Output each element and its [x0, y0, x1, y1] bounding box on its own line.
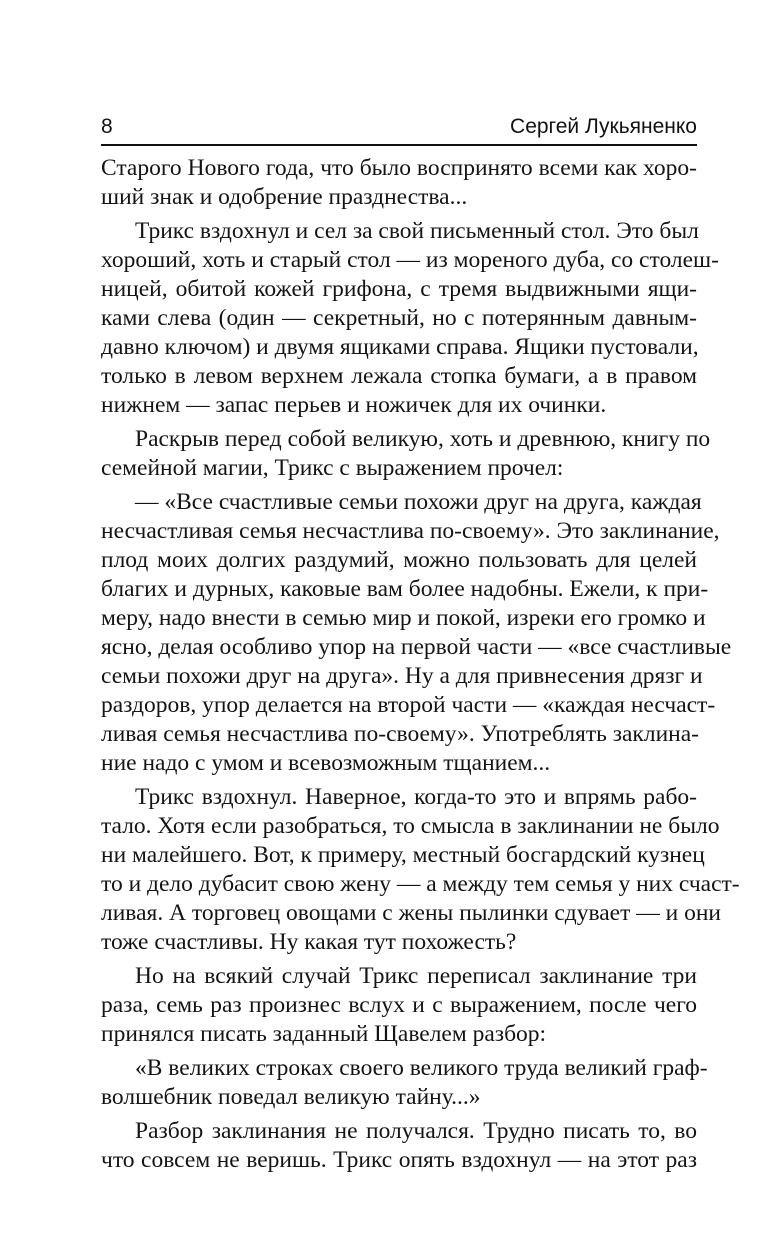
text-line: меру, надо внести в семью мир и покой, изреки его громко и — [101, 605, 706, 631]
text-line: Трикс вздохнул и сел за свой письменный стол. Это был — [135, 218, 699, 244]
paragraph — [101, 1054, 708, 1112]
text-line: то и дело дубасит свою жену — а между тем семья у них счаст- — [101, 871, 740, 897]
text-line: — «Все счастливые семьи похожи друг на друга, каждая — [135, 489, 702, 515]
text-line: только в левом верхнем лежала стопка бумаги, а в правом — [101, 363, 697, 389]
text-line: ницей, обитой кожей грифона, с тремя выдвижными ящи- — [101, 276, 697, 302]
text-line: Раскрыв перед собой великую, хоть и древнюю, книгу по — [135, 426, 711, 452]
text-line: Разбор заклинания не получался. Трудно писать то, во — [135, 1118, 697, 1144]
text-line: давно ключом) и двумя ящиками справа. Ящики пустовали, — [101, 334, 699, 360]
text-line: ни малейшего. Вот, к примеру, местный босгардский кузнец — [101, 842, 705, 868]
text-line: семьи похожи друг на друга». Ну а для привнесения дрязг и — [101, 663, 703, 689]
text-line: тоже счастливы. Ну какая тут похожесть? — [101, 929, 517, 955]
paragraph — [101, 783, 740, 957]
text-line: Трикс вздохнул. Наверное, когда-то это и впрямь рабо- — [135, 784, 697, 810]
header-rule — [101, 144, 697, 146]
paragraph — [101, 488, 732, 778]
text-line: волшебник поведал великую тайну...» — [101, 1084, 481, 1110]
text-line: нижнем — запас перьев и ножичек для их очинки. — [101, 392, 607, 418]
paragraph — [101, 154, 697, 212]
text-line: «В великих строках своего великого труда великий граф- — [135, 1055, 708, 1081]
text-line: семейной магии, Трикс с выражением прочел: — [101, 455, 564, 481]
text-line: ясно, делая особливо упор на первой части — «все счастливые — [101, 634, 732, 660]
text-line: плод моих долгих раздумий, можно пользовать для целей — [101, 547, 697, 573]
text-line: ший знак и одобрение празднества... — [101, 184, 468, 210]
paragraph — [101, 425, 711, 483]
text-line: ками слева (один — секретный, но с потерянным давным- — [101, 305, 697, 331]
running-head-author: Сергей Лукьяненко — [510, 115, 697, 138]
text-line: благих и дурных, каковые вам более надобны. Ежели, к при- — [101, 576, 709, 602]
text-line: Но на всякий случай Трикс переписал заклинание три — [135, 963, 697, 989]
text-line: ливая семья несчастлива по-своему». Употреблять заклина- — [101, 721, 699, 747]
page-number: 8 — [101, 115, 113, 138]
paragraph — [101, 217, 719, 420]
text-line: раза, семь раз произнес вслух и с выражением, после чего — [101, 992, 697, 1018]
text-line: ливая. А торговец овощами с жены пылинки сдувает — и они — [101, 900, 721, 926]
paragraph — [101, 962, 697, 1049]
text-line: принялся писать заданный Щавелем разбор: — [101, 1021, 547, 1047]
page-header — [101, 110, 697, 144]
text-line: что совсем не веришь. Трикс опять вздохнул — на этот раз — [101, 1147, 697, 1173]
body-text — [101, 154, 740, 1175]
text-line: тало. Хотя если разобраться, то смысла в заклинании не было — [101, 813, 720, 839]
paragraph — [101, 1117, 697, 1175]
text-line: ние надо с умом и всевозможным тщанием... — [101, 750, 551, 776]
text-line: несчастливая семья несчастлива по-своему». Это заклинание, — [101, 518, 720, 544]
text-line: хороший, хоть и старый стол — из мореного дуба, со столеш- — [101, 247, 719, 273]
text-line: раздоров, упор делается на второй части — «каждая несчаст- — [101, 692, 716, 718]
text-line: Старого Нового года, что было воспринято всеми как хоро- — [101, 155, 697, 181]
